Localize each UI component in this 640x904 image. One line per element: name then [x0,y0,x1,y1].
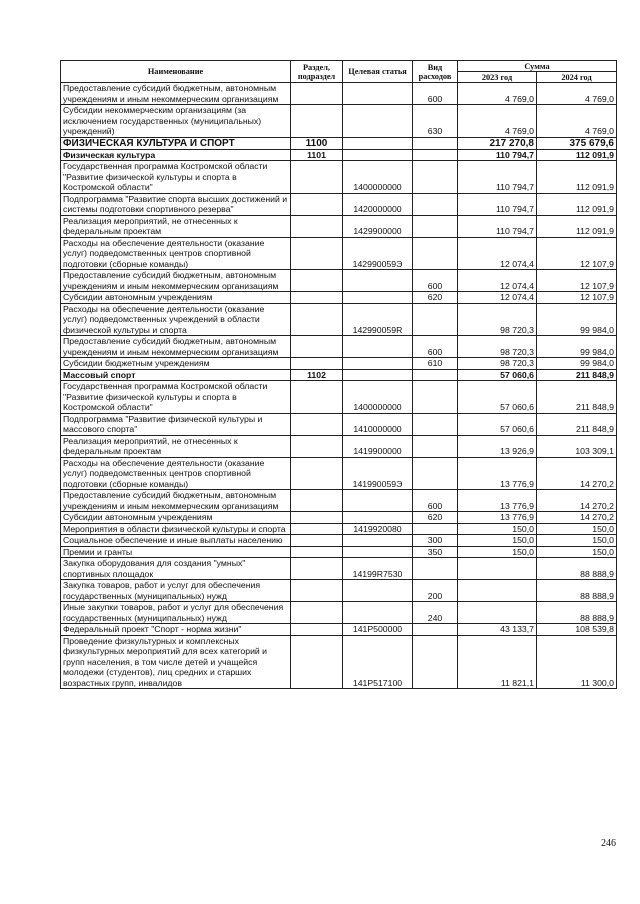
cell-section [291,292,343,304]
cell-name: Государственная программа Костромской области "Развитие физической культуры и спорта в Костромской области" [61,381,291,414]
cell-section [291,535,343,547]
cell-article: 1419900000 [343,435,413,457]
cell-section [291,336,343,358]
table-row [61,457,617,490]
cell-sum-2024: 112 091,9 [537,149,617,161]
table-row [61,292,617,304]
cell-kind [413,413,458,435]
table-row [61,105,617,138]
cell-kind [413,237,458,270]
header-article: Целевая статья [343,61,413,83]
cell-sum-2024: 12 107,9 [537,237,617,270]
cell-sum-2024: 99 984,0 [537,358,617,370]
cell-sum-2024: 375 679,6 [537,137,617,149]
cell-sum-2023: 13 926,9 [458,435,537,457]
cell-sum-2023: 150,0 [458,535,537,547]
cell-kind: 350 [413,546,458,558]
cell-kind [413,215,458,237]
cell-sum-2024: 150,0 [537,523,617,535]
cell-sum-2024: 99 984,0 [537,303,617,336]
cell-sum-2024: 12 107,9 [537,292,617,304]
table-header [61,61,617,83]
header-name: Наименование [61,61,291,83]
page-number: 246 [601,838,616,849]
cell-sum-2024: 14 270,2 [537,457,617,490]
cell-name: Реализация мероприятий, не отнесенных к федеральным проектам [61,435,291,457]
cell-sum-2023: 110 794,7 [458,149,537,161]
cell-article [343,602,413,624]
cell-section [291,457,343,490]
cell-name: Государственная программа Костромской области "Развитие физической культуры и спорта в Костромской области" [61,161,291,194]
cell-sum-2023: 12 074,4 [458,292,537,304]
cell-name: Закупка товаров, работ и услуг для обеспечения государственных (муниципальных) нужд [61,580,291,602]
cell-sum-2023: 11 821,1 [458,635,537,689]
cell-sum-2023: 150,0 [458,523,537,535]
cell-article [343,336,413,358]
cell-section: 1102 [291,369,343,381]
header-kind: Вид расходов [413,61,458,83]
cell-section: 1100 [291,137,343,149]
cell-section [291,358,343,370]
table-row [61,523,617,535]
cell-kind [413,303,458,336]
cell-article [343,149,413,161]
cell-kind [413,635,458,689]
table-row [61,558,617,580]
cell-article [343,369,413,381]
cell-article: 1429900000 [343,215,413,237]
cell-sum-2024: 4 769,0 [537,105,617,138]
cell-kind: 600 [413,490,458,512]
cell-sum-2024: 14 270,2 [537,490,617,512]
table-row [61,413,617,435]
cell-name: Расходы на обеспечение деятельности (оказание услуг) подведомственных центров спортивной подготовки (сборные команды) [61,457,291,490]
cell-section [291,270,343,292]
cell-name: Предоставление субсидий бюджетным, автономным учреждениям и иным некоммерческим организациям [61,270,291,292]
cell-kind: 600 [413,83,458,105]
cell-kind [413,369,458,381]
cell-article [343,512,413,524]
cell-kind [413,558,458,580]
cell-name: Социальное обеспечение и иные выплаты населению [61,535,291,547]
cell-name: Физическая культура [61,149,291,161]
cell-sum-2024: 14 270,2 [537,512,617,524]
cell-kind: 610 [413,358,458,370]
cell-section [291,523,343,535]
cell-sum-2023: 110 794,7 [458,193,537,215]
cell-sum-2024: 88 888,9 [537,602,617,624]
table-row [61,602,617,624]
cell-kind [413,624,458,636]
table-row [61,358,617,370]
cell-sum-2024: 112 091,9 [537,215,617,237]
cell-name: Расходы на обеспечение деятельности (оказание услуг) подведомственных учреждений в области физической культуры и спорта [61,303,291,336]
cell-article [343,83,413,105]
cell-sum-2023: 150,0 [458,546,537,558]
cell-section [291,193,343,215]
table-row [61,215,617,237]
cell-name: Предоставление субсидий бюджетным, автономным учреждениям и иным некоммерческим организациям [61,490,291,512]
cell-article: 1419920080 [343,523,413,535]
cell-name: Массовый спорт [61,369,291,381]
cell-sum-2023: 98 720,3 [458,303,537,336]
cell-sum-2023: 12 074,4 [458,237,537,270]
budget-table [60,60,617,689]
cell-name: Мероприятия в области физической культуры и спорта [61,523,291,535]
cell-article [343,490,413,512]
cell-section [291,215,343,237]
cell-name: Иные закупки товаров, работ и услуг для обеспечения государственных (муниципальных) нужд [61,602,291,624]
cell-sum-2024: 12 107,9 [537,270,617,292]
section-row [61,137,617,149]
cell-section [291,435,343,457]
table-row [61,336,617,358]
cell-sum-2024: 108 539,8 [537,624,617,636]
cell-sum-2023: 57 060,6 [458,381,537,414]
cell-sum-2023: 43 133,7 [458,624,537,636]
cell-article: 1420000000 [343,193,413,215]
cell-section [291,512,343,524]
table-body [61,83,617,689]
cell-kind: 620 [413,512,458,524]
table-row [61,580,617,602]
cell-article: 142990059R [343,303,413,336]
cell-article: 1400000000 [343,381,413,414]
header-section: Раздел, подраздел [291,61,343,83]
table-row [61,490,617,512]
cell-name: Субсидии автономным учреждениям [61,292,291,304]
cell-kind: 600 [413,270,458,292]
cell-sum-2024: 150,0 [537,546,617,558]
cell-name: Премии и гранты [61,546,291,558]
cell-name: Предоставление субсидий бюджетным, автономным учреждениям и иным некоммерческим организациям [61,336,291,358]
cell-kind [413,381,458,414]
cell-sum-2023: 57 060,6 [458,413,537,435]
cell-name: Подпрограмма "Развитие физической культуры и массового спорта" [61,413,291,435]
cell-sum-2024: 112 091,9 [537,161,617,194]
cell-section [291,558,343,580]
cell-kind: 200 [413,580,458,602]
cell-kind: 630 [413,105,458,138]
table-row [61,237,617,270]
cell-sum-2024: 88 888,9 [537,558,617,580]
cell-sum-2024: 112 091,9 [537,193,617,215]
cell-article: 141P500000 [343,624,413,636]
cell-sum-2023: 110 794,7 [458,161,537,194]
cell-section [291,381,343,414]
cell-name: Реализация мероприятий, не отнесенных к федеральным проектам [61,215,291,237]
table-row [61,546,617,558]
cell-sum-2024: 11 300,0 [537,635,617,689]
table-row [61,635,617,689]
cell-sum-2023: 13 776,9 [458,512,537,524]
table-row [61,303,617,336]
cell-sum-2023: 98 720,3 [458,358,537,370]
cell-article [343,137,413,149]
cell-article [343,358,413,370]
header-2024: 2024 год [537,72,617,83]
cell-sum-2024: 211 848,9 [537,413,617,435]
cell-article [343,292,413,304]
cell-name: Субсидии бюджетным учреждениям [61,358,291,370]
cell-sum-2023 [458,602,537,624]
cell-article: 142990059Э [343,237,413,270]
header-2023: 2023 год [458,72,537,83]
cell-sum-2024: 4 769,0 [537,83,617,105]
cell-kind [413,523,458,535]
cell-sum-2023: 4 769,0 [458,105,537,138]
cell-section [291,580,343,602]
cell-kind [413,137,458,149]
cell-section [291,161,343,194]
cell-section [291,602,343,624]
table-row [61,270,617,292]
cell-sum-2023: 4 769,0 [458,83,537,105]
cell-article [343,535,413,547]
cell-sum-2023: 13 776,9 [458,490,537,512]
cell-sum-2024: 211 848,9 [537,369,617,381]
cell-section [291,303,343,336]
table-row [61,193,617,215]
cell-section [291,413,343,435]
cell-section [291,83,343,105]
cell-kind [413,193,458,215]
cell-article: 141990059Э [343,457,413,490]
cell-sum-2023: 57 060,6 [458,369,537,381]
cell-sum-2023: 98 720,3 [458,336,537,358]
cell-section [291,635,343,689]
table-row [61,435,617,457]
table-row [61,624,617,636]
cell-kind: 240 [413,602,458,624]
subsection-row [61,149,617,161]
cell-name: Проведение физкультурных и комплексных физкультурных мероприятий для всех категорий и групп населения, в том числе детей и учащейся молодежи (студентов), лиц средних и старших возрастных групп, инвалидов [61,635,291,689]
cell-article: 1400000000 [343,161,413,194]
cell-article: 14199R7530 [343,558,413,580]
cell-name: Субсидии автономным учреждениям [61,512,291,524]
cell-article [343,105,413,138]
cell-name: Закупка оборудования для создания "умных" спортивных площадок [61,558,291,580]
cell-name: Предоставление субсидий бюджетным, автономным учреждениям и иным некоммерческим организациям [61,83,291,105]
cell-kind: 600 [413,336,458,358]
cell-sum-2023: 110 794,7 [458,215,537,237]
cell-sum-2024: 99 984,0 [537,336,617,358]
cell-section: 1101 [291,149,343,161]
cell-section [291,546,343,558]
cell-article: 141P517100 [343,635,413,689]
cell-article: 1410000000 [343,413,413,435]
cell-sum-2023 [458,580,537,602]
cell-sum-2024: 211 848,9 [537,381,617,414]
cell-sum-2024: 103 309,1 [537,435,617,457]
table-row [61,535,617,547]
table-row [61,83,617,105]
cell-sum-2023: 217 270,8 [458,137,537,149]
cell-kind [413,457,458,490]
cell-article [343,580,413,602]
cell-sum-2023 [458,558,537,580]
cell-name: ФИЗИЧЕСКАЯ КУЛЬТУРА И СПОРТ [61,137,291,149]
cell-kind [413,149,458,161]
cell-article [343,270,413,292]
table-row [61,161,617,194]
header-sum: Сумма [458,61,617,72]
cell-kind [413,435,458,457]
cell-kind: 620 [413,292,458,304]
cell-article [343,546,413,558]
cell-section [291,624,343,636]
cell-section [291,490,343,512]
cell-section [291,105,343,138]
cell-sum-2024: 150,0 [537,535,617,547]
table-row [61,381,617,414]
cell-section [291,237,343,270]
cell-sum-2024: 88 888,9 [537,580,617,602]
cell-sum-2023: 13 776,9 [458,457,537,490]
cell-kind [413,161,458,194]
table-row [61,512,617,524]
cell-kind: 300 [413,535,458,547]
cell-name: Федеральный проект "Спорт - норма жизни" [61,624,291,636]
cell-name: Расходы на обеспечение деятельности (оказание услуг) подведомственных центров спортивной подготовки (сборные команды) [61,237,291,270]
cell-name: Подпрограмма "Развитие спорта высших достижений и системы подготовки спортивного резерва" [61,193,291,215]
cell-name: Субсидии некоммерческим организациям (за исключением государственных (муниципальных) учреждений) [61,105,291,138]
cell-sum-2023: 12 074,4 [458,270,537,292]
subsection-row [61,369,617,381]
